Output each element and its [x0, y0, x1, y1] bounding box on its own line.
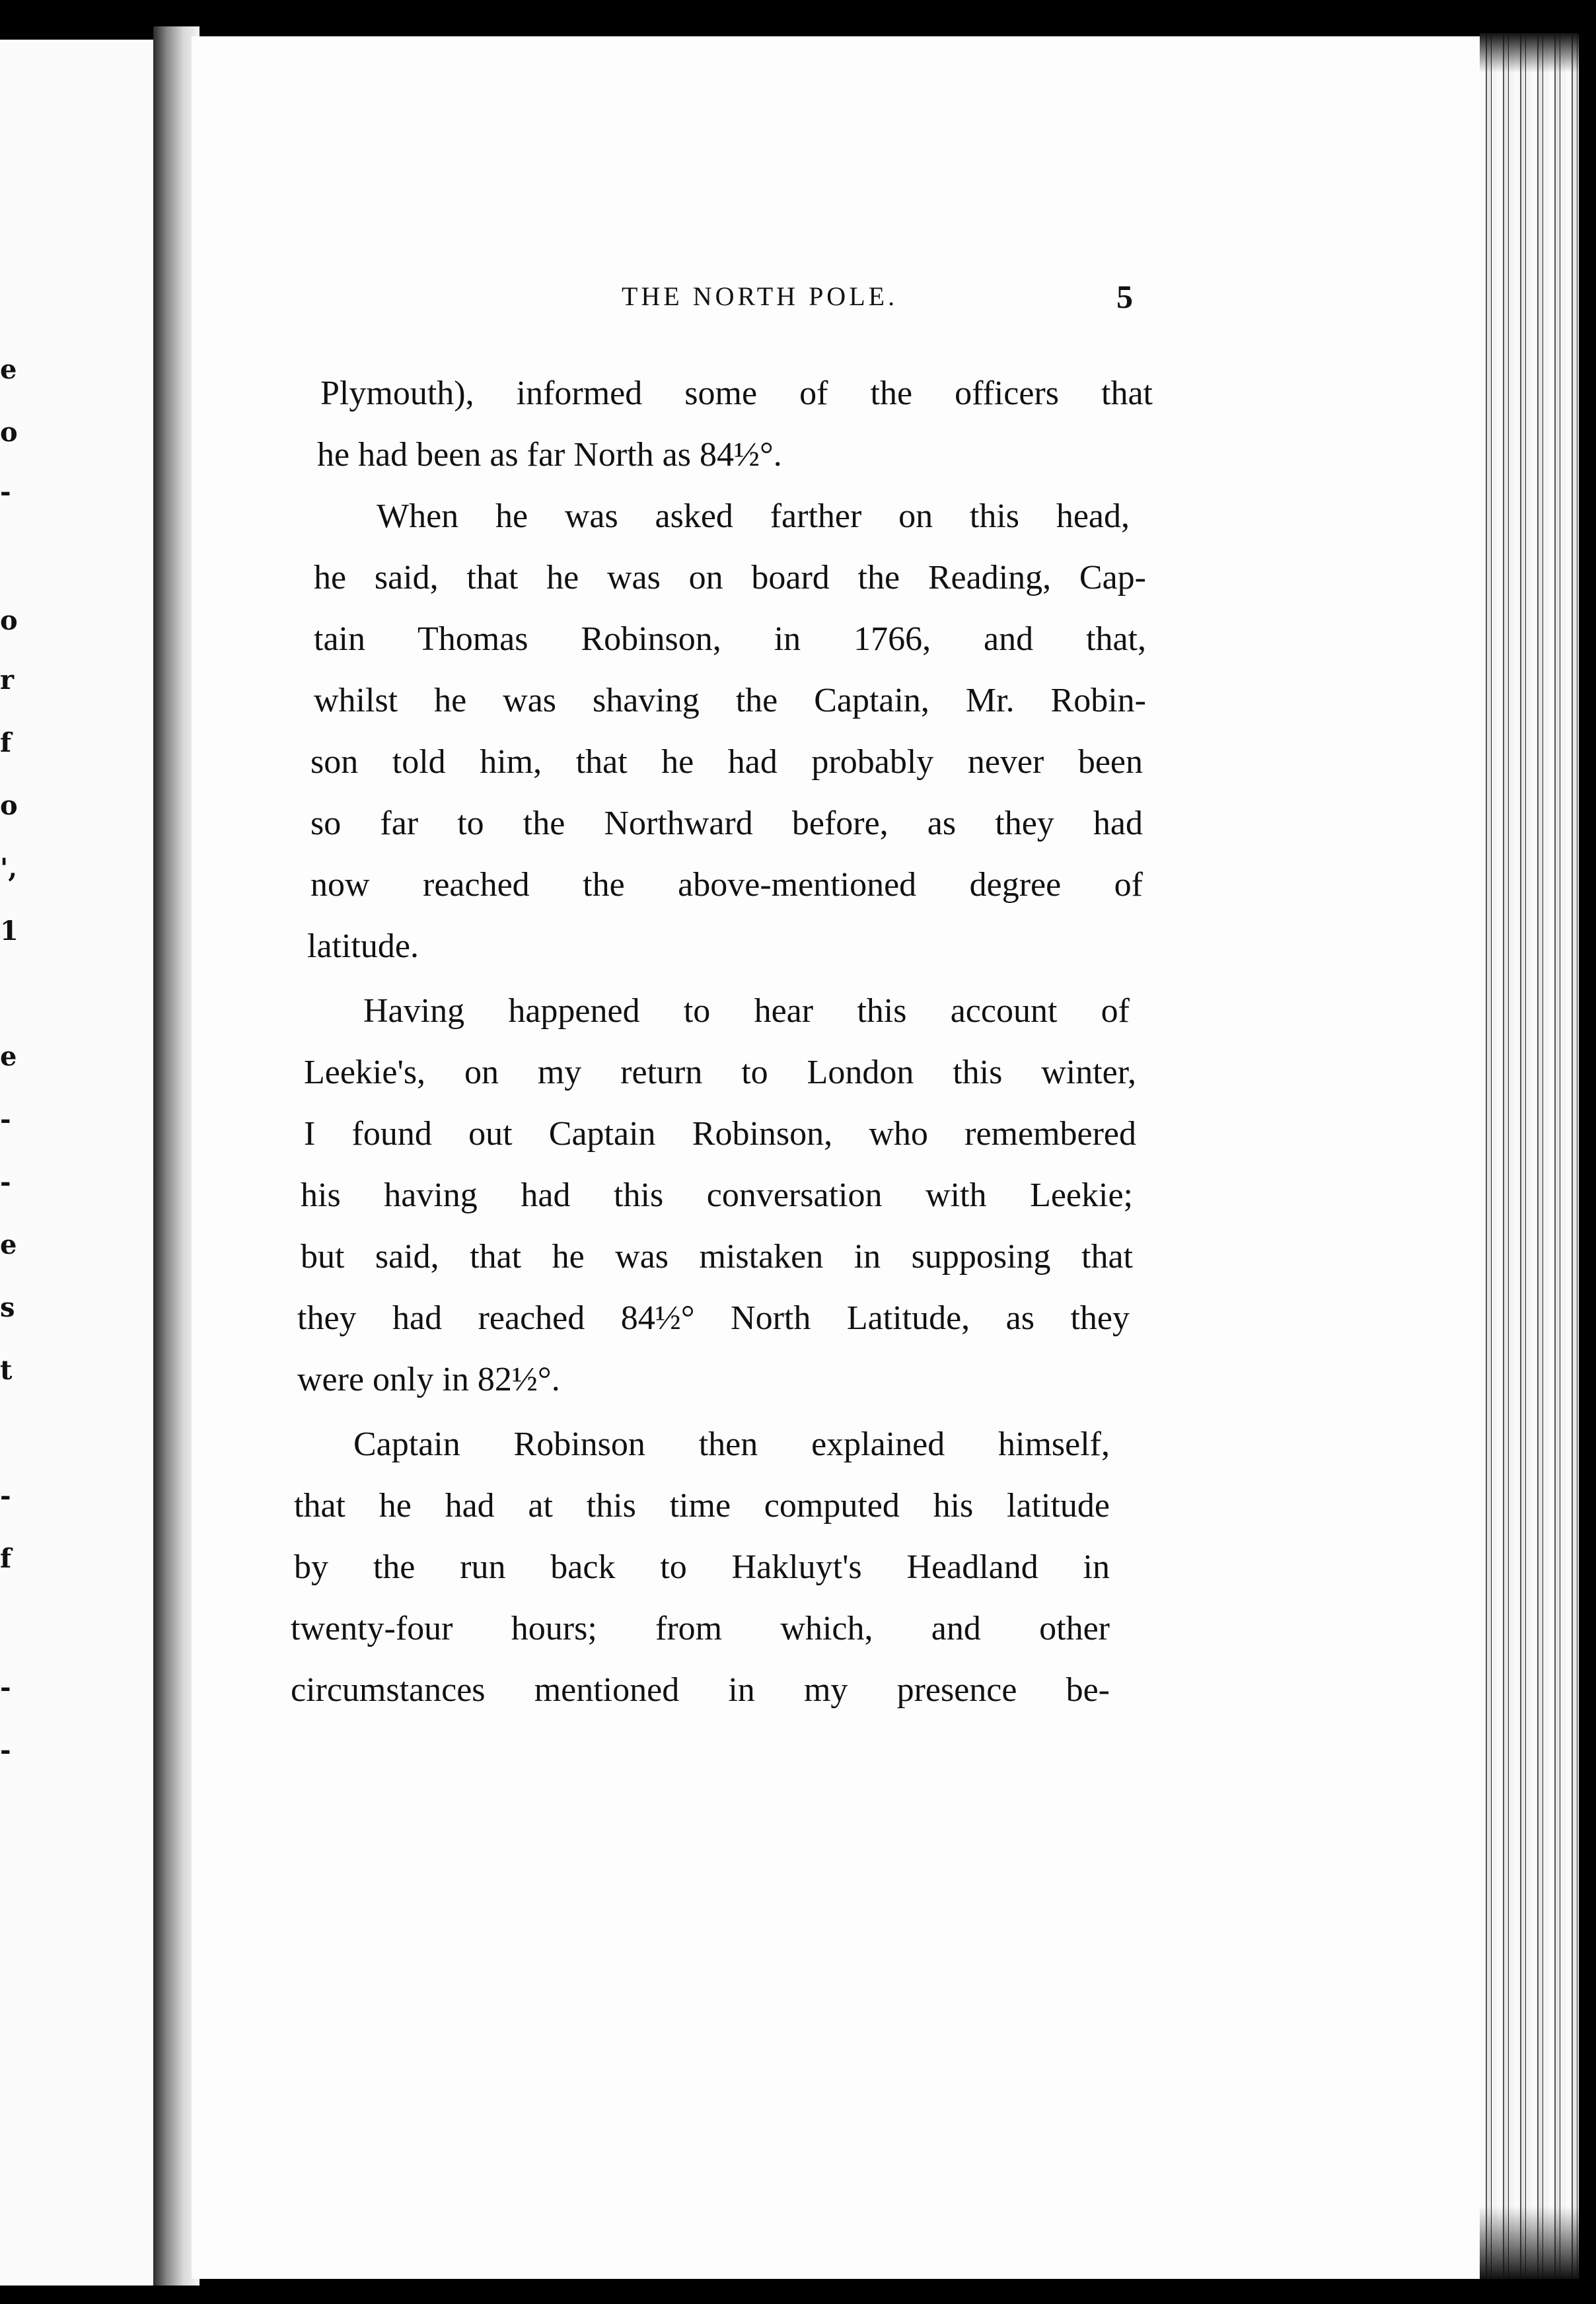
text-line: Having happened to hear this account of: [363, 992, 1130, 1030]
left-page-fragment: ',: [0, 853, 18, 884]
page-number: 5: [1116, 278, 1133, 315]
text-line: son told him, that he had probably never been: [310, 743, 1143, 781]
text-line: so far to the Northward before, as they had: [310, 805, 1143, 842]
text-line: he said, that he was on board the Reading, Cap-: [314, 559, 1146, 596]
text-line: circumstances mentioned in my presence be-: [291, 1671, 1110, 1709]
text-line: but said, that he was mistaken in supposing that: [301, 1238, 1133, 1276]
left-page-sliver: [0, 40, 165, 2286]
text-line: Leekie's, on my return to London this winter,: [304, 1054, 1136, 1091]
left-page-fragment: o: [0, 417, 18, 448]
text-line: he had been as far North as 84½°.: [317, 436, 782, 474]
left-page-fragment: f: [0, 727, 12, 758]
text-line: that he had at this time computed his latitude: [294, 1487, 1110, 1525]
left-page-fragment: s: [0, 1292, 15, 1323]
left-page-fragment: e: [0, 1041, 17, 1072]
page-edges-shadow-bottom: [1480, 2206, 1579, 2279]
text-line: I found out Captain Robinson, who remembered: [304, 1115, 1136, 1153]
left-page-fragment: 1: [0, 916, 18, 947]
text-line: latitude.: [307, 927, 419, 965]
text-line: When he was asked farther on this head,: [377, 497, 1130, 535]
left-page-fragment: o: [0, 605, 18, 636]
left-page-fragment: -: [0, 1480, 11, 1511]
text-line: by the run back to Hakluyt's Headland in: [294, 1548, 1110, 1586]
running-head: THE NORTH POLE.: [621, 281, 898, 311]
left-page-fragment: f: [0, 1543, 12, 1574]
left-page-fragment: e: [0, 1229, 17, 1260]
left-page-fragment: -: [0, 1735, 11, 1766]
left-page-fragment: -: [0, 1104, 11, 1135]
text-line: tain Thomas Robinson, in 1766, and that,: [314, 620, 1146, 658]
text-line: his having had this conversation with Leekie;: [301, 1176, 1133, 1214]
left-page-fragment: e: [0, 354, 17, 385]
text-line: Captain Robinson then explained himself,: [353, 1425, 1110, 1463]
left-page-fragment: t: [0, 1355, 13, 1386]
left-page-fragment: -: [0, 1672, 11, 1703]
page-edges: [1480, 33, 1579, 2279]
left-page-fragment: o: [0, 790, 18, 821]
text-line: they had reached 84½° North Latitude, as they: [297, 1299, 1130, 1337]
page-edges-shadow-top: [1480, 33, 1579, 73]
text-line: were only in 82½°.: [297, 1361, 560, 1398]
text-line: now reached the above-mentioned degree of: [310, 866, 1143, 904]
left-page-fragment: -: [0, 1167, 11, 1198]
left-page-fragment: -: [0, 476, 11, 507]
text-line: twenty-four hours; from which, and other: [291, 1610, 1110, 1647]
book-page: [192, 36, 1486, 2279]
text-line: Plymouth), informed some of the officers that: [320, 375, 1153, 412]
text-line: whilst he was shaving the Captain, Mr. Robin-: [314, 682, 1146, 719]
left-page-fragment: r: [0, 665, 15, 696]
